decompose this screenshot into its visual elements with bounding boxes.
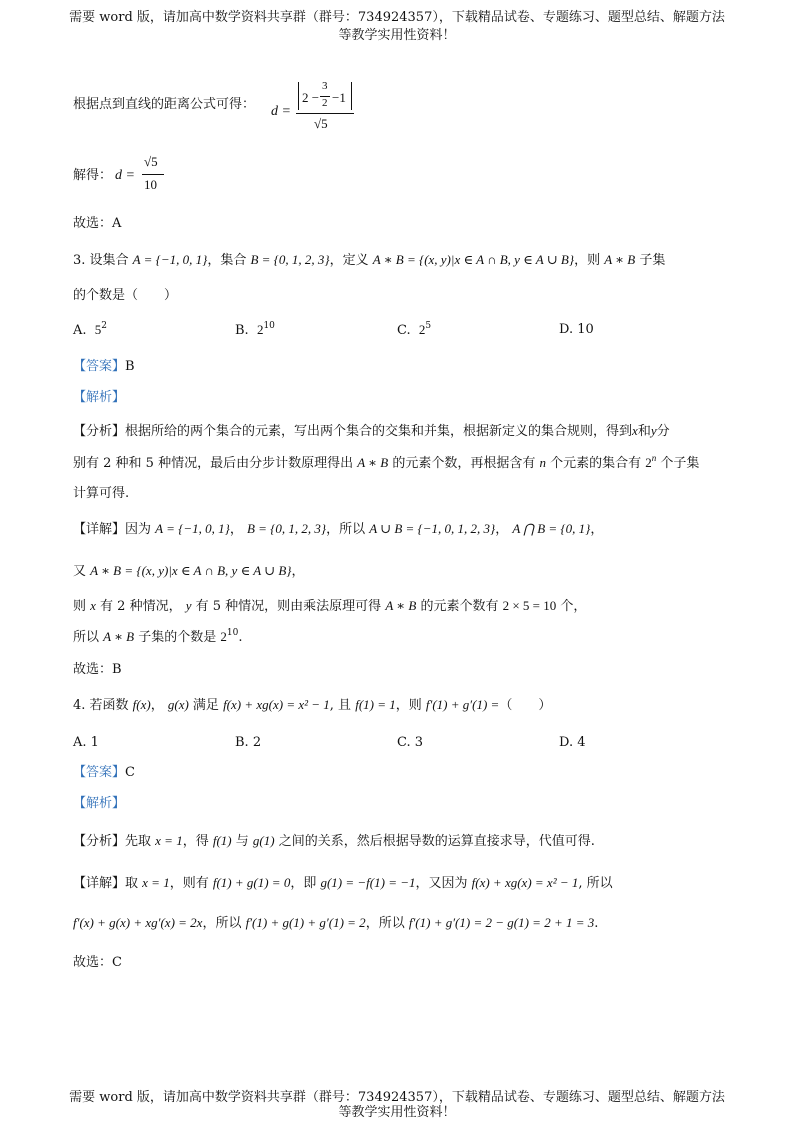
q4-detail-x1: x = 1 [142, 875, 170, 890]
abs-left-bar [298, 82, 299, 110]
q3-option-c [397, 322, 431, 338]
q4-stem-c: 满足 [188, 698, 224, 713]
footer-line-1: 需要 word 版，请加高中数学资料共享群（群号：734924357），下载精品试卷、专题练习、题型总结、解题方法 [69, 1090, 725, 1105]
q3-option-b-base: 2 [256, 322, 264, 337]
q3-fenxi-1b: 和 [637, 424, 651, 439]
q3-detail-pow-exp: 10 [226, 628, 239, 638]
q3-choice: 故选：B [73, 662, 122, 677]
q4-f: f(x) [132, 697, 151, 712]
solution-bottom: 10 [144, 177, 157, 192]
q3-stem-line-1 [73, 251, 665, 270]
q3-option-d: D. 10 [559, 322, 594, 337]
inner-frac-bottom: 2 [322, 97, 328, 109]
q3-detail-intersection: A ⋂ B = {0, 1} [512, 521, 591, 536]
q4-detail-eq6: f′(1) + g′(1) = 2 − g(1) = 2 + 1 = 3 [408, 915, 595, 930]
q4-fenxi-b: ，得 [182, 834, 213, 849]
q3-detail-3e: 个， [556, 599, 587, 614]
q3-stem-line-2: 的个数是（ ） [73, 288, 178, 303]
q4-stem-a: 4. 若函数 [73, 698, 133, 713]
q4-option-b: B. 2 [235, 735, 262, 750]
q3-stem-a: 3. 设集合 [73, 253, 133, 268]
solution-bar [142, 174, 164, 175]
q4-fenxi-c: 与 [231, 834, 253, 849]
q4-detail-line-1 [73, 874, 613, 893]
q4-fenxi [73, 832, 595, 851]
q3-fenxi-n: n [539, 455, 546, 470]
header-line-2: 等教学实用性资料！ [338, 28, 456, 43]
q4-fenxi-x1: x = 1 [155, 833, 183, 848]
q3-option-a-base: 5 [94, 322, 102, 337]
q3-fenxi-y: y [650, 423, 657, 438]
q3-stem-e: 子集 [635, 253, 666, 268]
q3-detail-3c: 有 5 种情况，则由乘法原理可得 [191, 599, 386, 614]
q4-fenxi-g1: g(1) [252, 833, 275, 848]
q4-detail-tag: 【详解】 [73, 876, 126, 891]
q3-detail-x: x [90, 598, 96, 613]
solve-text: 解得： [73, 168, 113, 183]
q3-detail-1d: ， [495, 522, 513, 537]
q4-equation: f(x) + xg(x) = x² − 1 [223, 697, 330, 712]
q3-detail-4a: 所以 [73, 630, 104, 645]
q3-detail-y: y [185, 598, 192, 613]
q4-answer-value: C [125, 765, 135, 780]
q3-detail-1a: 因为 [125, 522, 156, 537]
q4-stem-f: （ ） [499, 698, 552, 713]
q3-answer-value: B [125, 359, 135, 374]
q3-set-b: B = {0, 1, 2, 3} [250, 252, 330, 267]
q4-detail-eq3: f(x) + xg(x) = x² − 1 [471, 875, 579, 890]
inner-frac-top: 3 [322, 80, 328, 92]
q4-detail-eq5: f′(1) + g(1) + g′(1) = 2 [245, 915, 366, 930]
q3-fenxi-1c: 分 [656, 424, 670, 439]
numerator-part-a: 2 − [302, 90, 320, 105]
q4-stem-b: ， [150, 698, 168, 713]
q3-detail-3b: 有 2 种情况， [95, 599, 186, 614]
q3-detail-1c: ，所以 [326, 522, 370, 537]
q3-detail-1b: ， [229, 522, 247, 537]
q3-fenxi-ab: A ∗ B [357, 455, 389, 470]
q4-detail-eq2: g(1) = −f(1) = −1 [320, 875, 416, 890]
q3-option-c-label: C. [397, 323, 411, 338]
distance-formula-label: 根据点到直线的距离公式可得： [73, 97, 256, 112]
q4-stem [73, 696, 551, 715]
distance-formula-text [73, 96, 255, 114]
main-frac-bar [296, 113, 354, 114]
q4-detail-line-2 [73, 914, 598, 933]
q3-detail-set-a: A = {−1, 0, 1} [155, 521, 230, 536]
q3-detail-3a: 则 [73, 599, 91, 614]
abs-right-bar [351, 82, 352, 110]
q3-stem-b: ，集合 [207, 253, 251, 268]
q4-detail-1a: 取 [125, 876, 143, 891]
q3-detail-definition: A ∗ B = {(x, y)|x ∈ A ∩ B, y ∈ A ∪ B} [90, 563, 292, 578]
q4-detail-2a: ，所以 [202, 916, 246, 931]
q4-stem-e: ，则 [395, 698, 426, 713]
denominator: √5 [314, 116, 328, 131]
footer-line-2: 等教学实用性资料！ [338, 1105, 456, 1120]
q3-detail-4c: . [238, 630, 243, 645]
q4-detail-1d: ，又因为 [415, 876, 472, 891]
q4-g: g(x) [167, 697, 189, 712]
q3-option-c-base: 2 [418, 322, 426, 337]
q3-detail-line-2 [73, 562, 304, 581]
q3-detail-1e: ， [590, 522, 604, 537]
solution-fraction [142, 154, 166, 196]
q3-fenxi-tag: 【分析】 [73, 424, 126, 439]
q4-detail-eq4: f′(x) + g(x) + xg′(x) = 2x [73, 915, 203, 930]
q3-detail-3d: 的元素个数有 [416, 599, 503, 614]
q3-option-a [73, 322, 107, 338]
q3-detail-calc: 2 × 5 = 10 [502, 598, 557, 613]
q3-fenxi-x: x [632, 423, 638, 438]
q4-fenxi-tag: 【分析】 [73, 834, 126, 849]
q3-set-a: A = {−1, 0, 1} [132, 252, 208, 267]
q3-detail-ab: A ∗ B [385, 598, 417, 613]
q3-analysis-tag: 【解析】 [73, 390, 126, 405]
q4-fenxi-f1: f(1) [212, 833, 232, 848]
q4-detail-2b: ，所以 [365, 916, 409, 931]
q4-stem-d: , 且 [329, 698, 356, 713]
d-equals: d = [271, 104, 291, 119]
q3-detail-4-ab: A ∗ B [103, 629, 135, 644]
q3-fenxi-line-3: 计算可得. [73, 486, 130, 501]
q3-fenxi-2d: 个子集 [656, 456, 700, 471]
q3-detail-set-b: B = {0, 1, 2, 3} [246, 521, 327, 536]
q3-fenxi-2c: 个元素的集合有 [545, 456, 646, 471]
q4-option-c: C. 3 [397, 735, 424, 750]
q3-detail-2b: ， [291, 564, 305, 579]
q3-option-b [235, 322, 275, 338]
header-line-1: 需要 word 版，请加高中数学资料共享群（群号：734924357），下载精品试卷、专题练习、题型总结、解题方法 [69, 10, 725, 25]
q3-detail-2a: 又 [73, 564, 91, 579]
q3-fenxi-pow-base: 2 [645, 455, 652, 470]
q4-detail-1e: , 所以 [578, 876, 613, 891]
q4-choice: 故选：C [73, 955, 122, 970]
q3-a-star-b: A ∗ B [604, 252, 636, 267]
d-equals-2: d = [115, 168, 135, 183]
q3-fenxi-pow-exp: n [651, 453, 657, 463]
solution-top: √5 [144, 154, 158, 169]
q4-detail-eq1: f(1) + g(1) = 0 [212, 875, 291, 890]
distance-fraction [296, 80, 356, 140]
q4-analysis-tag: 【解析】 [73, 796, 126, 811]
q3-detail-line-3 [73, 597, 586, 616]
q3-definition: A ∗ B = {(x, y)|x ∈ A ∩ B, y ∈ A ∪ B} [372, 252, 575, 267]
q3-detail-tag: 【详解】 [73, 522, 126, 537]
q3-option-a-exp: 2 [101, 321, 108, 331]
q4-detail-1c: ，即 [290, 876, 321, 891]
q4-detail-1b: ，则有 [169, 876, 213, 891]
q4-fenxi-a: 先取 [125, 834, 156, 849]
q4-option-d: D. 4 [559, 735, 586, 750]
q3-answer [73, 358, 135, 376]
q3-fenxi-2b: 的元素个数，再根据含有 [388, 456, 540, 471]
q4-answer [73, 764, 135, 782]
q3-fenxi-1a: 根据所给的两个集合的元素，写出两个集合的交集和并集，根据新定义的集合规则，得到 [125, 424, 633, 439]
q3-stem-c: ，定义 [329, 253, 373, 268]
q4-option-a: A. 1 [73, 735, 99, 750]
q4-answer-tag: 【答案】 [73, 765, 126, 780]
q3-option-b-label: B. [235, 323, 249, 338]
q4-detail-2c: . [594, 916, 599, 931]
q3-fenxi-line-2 [73, 454, 699, 473]
q3-stem-d: ，则 [574, 253, 605, 268]
q3-fenxi-line-1 [73, 422, 670, 441]
numerator-part-b: −1 [332, 90, 346, 105]
q3-option-c-exp: 5 [425, 321, 432, 331]
q4-fenxi-d: 之间的关系，然后根据导数的运算直接求导，代值可得. [274, 834, 595, 849]
q4-f1: f(1) = 1 [355, 697, 396, 712]
prev-choice: 故选：A [73, 216, 122, 231]
q4-ask: f′(1) + g′(1) = [425, 697, 500, 712]
q3-detail-4b: 子集的个数是 [134, 630, 221, 645]
q3-detail-union: A ∪ B = {−1, 0, 1, 2, 3} [369, 521, 496, 536]
q3-option-b-exp: 10 [263, 321, 275, 331]
q3-option-a-label: A. [73, 323, 87, 338]
q3-detail-line-1 [73, 520, 603, 539]
q3-fenxi-2a: 别有 2 种和 5 种情况，最后由分步计数原理得出 [73, 456, 358, 471]
q3-detail-line-4 [73, 628, 242, 647]
q3-answer-tag: 【答案】 [73, 359, 126, 374]
q3-detail-pow-base: 2 [220, 629, 227, 644]
